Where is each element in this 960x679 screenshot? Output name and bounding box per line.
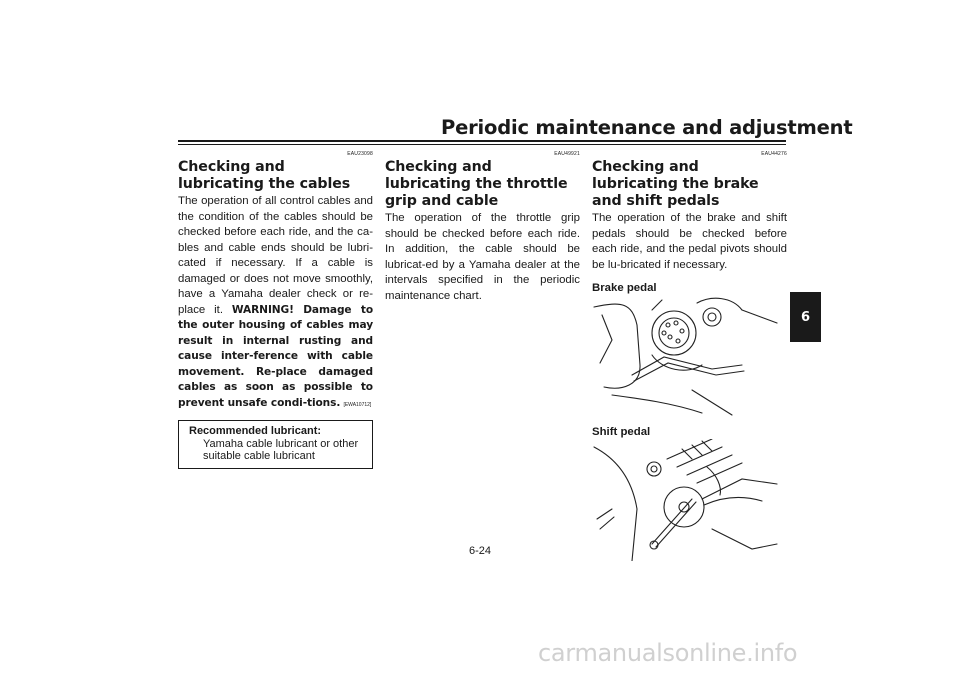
brake-pedal-label: Brake pedal (592, 282, 657, 294)
warning-text: WARNING! Damage to the outer housing of cables may result in internal rusting and cause inter-ference with cable movement. Re-place damaged cables as soon as possible to prevent unsafe condi-tions. (178, 303, 373, 409)
brake-pedal-illustration (592, 295, 782, 417)
warning-code: [EWA10712] (343, 401, 372, 408)
section-title: Checking and lubricating the throttle grip and cable (385, 159, 568, 209)
header-rule (178, 140, 786, 142)
section-code: EAU23098 (347, 151, 373, 157)
lubricant-box (178, 420, 373, 469)
section-cables (178, 150, 373, 469)
section-body: The operation of all control cables and the condition of the cables should be checked before each ride, and the ca-bles and cable ends should be lubri-cated if necessary. If a cable is damaged or does not move smoothly, have a Yamaha dealer check or re-place it. WARNING! Damage to the outer housing of cables may result in internal rusting and cause inter-ference with cable movement. Re-place damaged cables as soon as possible to prevent unsafe condi-tions. [EWA10712] (178, 195, 373, 409)
chapter-tab: 6 (790, 292, 821, 342)
section-pedals (592, 150, 787, 561)
lubricant-value: Yamaha cable lubricant or other suitable cable lubricant (203, 437, 359, 462)
page-title: Periodic maintenance and adjustment (441, 116, 853, 139)
watermark: carmanualsonline.info (538, 639, 798, 667)
header-rule-thin (178, 144, 786, 145)
section-title: Checking and lubricating the brake and shift pedals (592, 159, 759, 209)
section-code: EAU44276 (761, 151, 787, 157)
lubricant-title: Recommended lubricant: (189, 425, 322, 437)
shift-pedal-label: Shift pedal (592, 426, 651, 438)
section-body: The operation of the brake and shift pedals should be checked before each ride, and the pedal pivots should be lu-bricated if necessary. (592, 212, 787, 271)
section-body: The operation of the throttle grip should be checked before each ride. In addition, the cable should be lubricat-ed by a Yamaha dealer at the intervals specified in the periodic maintenance chart. (385, 212, 580, 302)
section-throttle (385, 150, 580, 304)
section-code: EAU49921 (554, 151, 580, 157)
page-number: 6-24 (468, 545, 492, 557)
section-title: Checking and lubricating the cables (178, 159, 351, 192)
shift-pedal-illustration (592, 439, 782, 561)
